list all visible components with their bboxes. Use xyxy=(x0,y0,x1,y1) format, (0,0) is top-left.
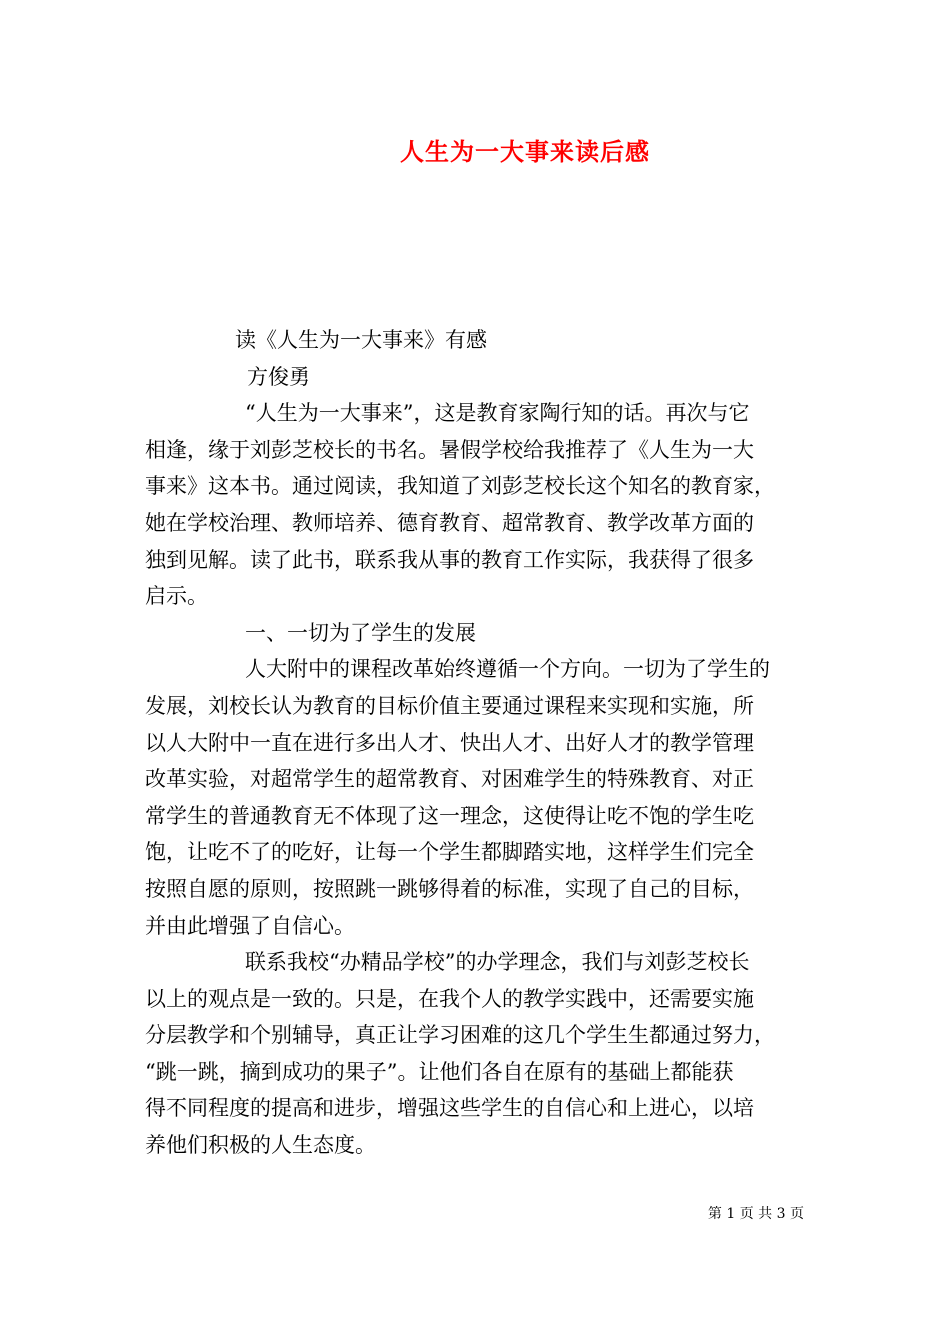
paragraph-curriculum xyxy=(145,651,810,944)
paragraph-line: 发展，刘校长认为教育的目标价值主要通过课程来实现和实施，所 xyxy=(145,693,754,718)
paragraph-line: “跳一跳，摘到成功的果子”。让他们各自在原有的基础上都能获 xyxy=(145,1059,734,1084)
paragraph-line: 人大附中的课程改革始终遵循一个方向。一切为了学生的 xyxy=(245,657,770,682)
paragraph-line: 独到见解。读了此书，联系我从事的教育工作实际，我获得了很多 xyxy=(145,547,754,572)
paragraph-line: 得不同程度的提高和进步，增强这些学生的自信心和上进心，以培 xyxy=(145,1096,754,1121)
paragraph-line: 她在学校治理、教师培养、德育教育、超常教育、教学改革方面的 xyxy=(145,510,754,535)
document-subtitle: 读《人生为一大事来》有感 xyxy=(235,328,487,352)
document-body xyxy=(145,322,810,1164)
paragraph-line: 启示。 xyxy=(145,584,208,609)
paragraph-line: 饱，让吃不了的吃好，让每一个学生都脚踏实地，这样学生们完全 xyxy=(145,840,754,865)
page-number-footer: 第 1 页 共 3 页 xyxy=(707,1206,804,1222)
document-author: 方俊勇 xyxy=(247,364,310,389)
paragraph-line: 养他们积极的人生态度。 xyxy=(145,1133,376,1158)
paragraph-line: “人生为一大事来”，这是教育家陶行知的话。再次与它 xyxy=(245,401,750,426)
paragraph-line: 以人大附中一直在进行多出人才、快出人才、出好人才的教学管理 xyxy=(145,730,754,755)
paragraph-line: 相逢，缘于刘彭芝校长的书名。暑假学校给我推荐了《人生为一大 xyxy=(145,437,754,462)
paragraph-line: 按照自愿的原则，按照跳一跳够得着的标准，实现了自己的目标， xyxy=(145,876,754,901)
paragraph-intro xyxy=(145,395,810,615)
paragraph-line: 并由此增强了自信心。 xyxy=(145,913,355,938)
paragraph-reflection xyxy=(145,944,810,1164)
paragraph-line: 常学生的普通教育无不体现了这一理念，这使得让吃不饱的学生吃 xyxy=(145,803,754,828)
paragraph-line: 联系我校“办精品学校”的办学理念，我们与刘彭芝校长 xyxy=(245,950,750,975)
section-heading xyxy=(145,615,810,652)
paragraph-line: 以上的观点是一致的。只是，在我个人的教学实践中，还需要实施 xyxy=(145,986,754,1011)
section-heading-text: 一、一切为了学生的发展 xyxy=(245,620,476,645)
paragraph-line: 事来》这本书。通过阅读，我知道了刘彭芝校长这个知名的教育家， xyxy=(145,474,775,499)
paragraph-line: 改革实验，对超常学生的超常教育、对困难学生的特殊教育、对正 xyxy=(145,767,754,792)
document-title: 人生为一大事来读后感 xyxy=(400,137,650,166)
paragraph-line: 分层教学和个别辅导，真正让学习困难的这几个学生生都通过努力， xyxy=(145,1023,775,1048)
